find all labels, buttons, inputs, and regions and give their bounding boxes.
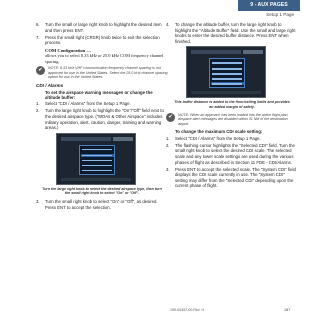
screen-menu-line — [82, 155, 112, 156]
screen-menu-line — [212, 68, 242, 69]
screen-menu-line — [212, 78, 242, 79]
cdi-alarms-subheading: To set the airspace warning messages or change the altitude buffer: — [45, 89, 153, 100]
screen-menu-line — [212, 73, 242, 74]
checkmark-icon: ✔ — [36, 66, 45, 75]
screen-menu-line — [82, 160, 112, 161]
screen-top-bar — [191, 50, 241, 54]
figure-caption: Turn the large right knob to select the desired airspace type, then turn the small right knob to select "On" or "Off". — [42, 186, 162, 196]
note-box — [166, 113, 298, 127]
screen-bottom-bar — [191, 91, 261, 94]
document-number: 190-00357-00 Rev. H — [170, 308, 205, 312]
screen-menu-line — [212, 83, 242, 84]
subsection-title: Setup 1 Page — [266, 12, 294, 17]
step-item — [166, 22, 298, 44]
step-text: To change the altitude buffer, turn the large right knob to highlight the "Altitude Buffer" field. Use the small and large right knobs to enter the desired buffer distance. Press ENT when finished. — [175, 22, 296, 44]
cdi-scale-subheading: To change the maximum CDI scale setting: — [175, 129, 263, 135]
device-screenshot — [56, 133, 136, 185]
page-number: 187 — [284, 308, 291, 312]
step-text: Turn the large right knob to highlight the "On"/"Off" field next to the desired airspace type. ("MOAs & Other Airspace" includes military operation, alert, caution, danger, training and warning areas.) — [45, 108, 164, 131]
step-text: Select "CDI / Alarms" from the Setup 1 Page. — [45, 101, 131, 107]
note-text: NOTE: 8.33 kHz VHF communication frequency channel spacing is not approved for use in the United States. Select the 25.0 kHz channel spacing option for use in the United States. — [48, 66, 168, 80]
step-number: 3. — [36, 198, 40, 204]
step-item — [166, 136, 298, 142]
step-number: 7. — [36, 34, 40, 40]
screen-bottom-bar — [61, 178, 131, 181]
com-config-text: allows you to select 8.33 kHz or 25.0 kHz COM frequency channel spacing. — [45, 53, 164, 64]
step-number: 1. — [36, 101, 40, 107]
right-column — [166, 22, 298, 190]
screen-top-bar — [61, 137, 111, 141]
screen-menu-line — [212, 62, 242, 63]
screen-top-bar — [243, 50, 263, 54]
step-item — [36, 101, 168, 107]
com-config-heading: COM Configuration — — [45, 47, 91, 53]
step-number: 2. — [36, 108, 40, 114]
figure-caption: This buffer distance is added to the floor/ceiling limits and provides an added margin of safety. — [174, 100, 290, 109]
note-box — [36, 66, 168, 80]
step-text: The flashing cursor highlights the "Selected CDI" field. Turn the small right knob to select the desired CDI scale. The selected scale and any lower scale settings are used during the various phases of flight as described in Section 11 FDE - CDI/Alarms. — [175, 142, 295, 165]
step-text: Press the small right (CRSR) knob twice to exit the selection process. — [45, 34, 160, 46]
screen-top-bar — [113, 137, 133, 141]
step-text: Select "CDI / Alarms" from the Setup 1 Page. — [175, 135, 261, 141]
screen-menu-line — [82, 149, 112, 150]
step-text: Press ENT to accept the selected scale. The "System CDI" field displays the CDI scale currently in use. The "System CDI" setting may differ from the "Selected CDI" depending upon the current phase of flight. — [175, 166, 296, 189]
step-number: 1. — [166, 135, 170, 141]
checkmark-icon: ✔ — [166, 113, 175, 122]
left-column — [36, 22, 168, 211]
screen-menu-line — [82, 170, 112, 171]
cdi-alarms-heading: CDI / Alarms — [36, 82, 64, 88]
step-item — [166, 167, 298, 189]
screen-menu-line — [82, 165, 112, 166]
step-item — [36, 199, 168, 210]
section-tab: 9 - AUX PAGES — [238, 0, 300, 11]
step-text: Turn the small or large right knob to highlight the desired item and then press ENT. — [45, 22, 162, 33]
step-number: 3. — [166, 166, 170, 172]
step-item — [36, 22, 168, 33]
device-screenshot — [186, 46, 266, 98]
step-item — [166, 143, 298, 165]
note-text: NOTE: When an approach has been loaded into the active flight plan, airspace alert messages are disabled within 31 NM of the destination airport. — [178, 112, 289, 126]
step-text: Turn the small right knob to select "On" or "Off", as desired. Press ENT to accept the selection. — [45, 198, 158, 210]
step-number: 6. — [36, 22, 40, 27]
step-item — [36, 35, 168, 46]
screen-menu-window — [209, 58, 245, 88]
step-number: 4. — [166, 22, 170, 27]
screen-menu-window — [79, 145, 115, 175]
step-item — [36, 108, 168, 130]
step-number: 2. — [166, 142, 170, 148]
